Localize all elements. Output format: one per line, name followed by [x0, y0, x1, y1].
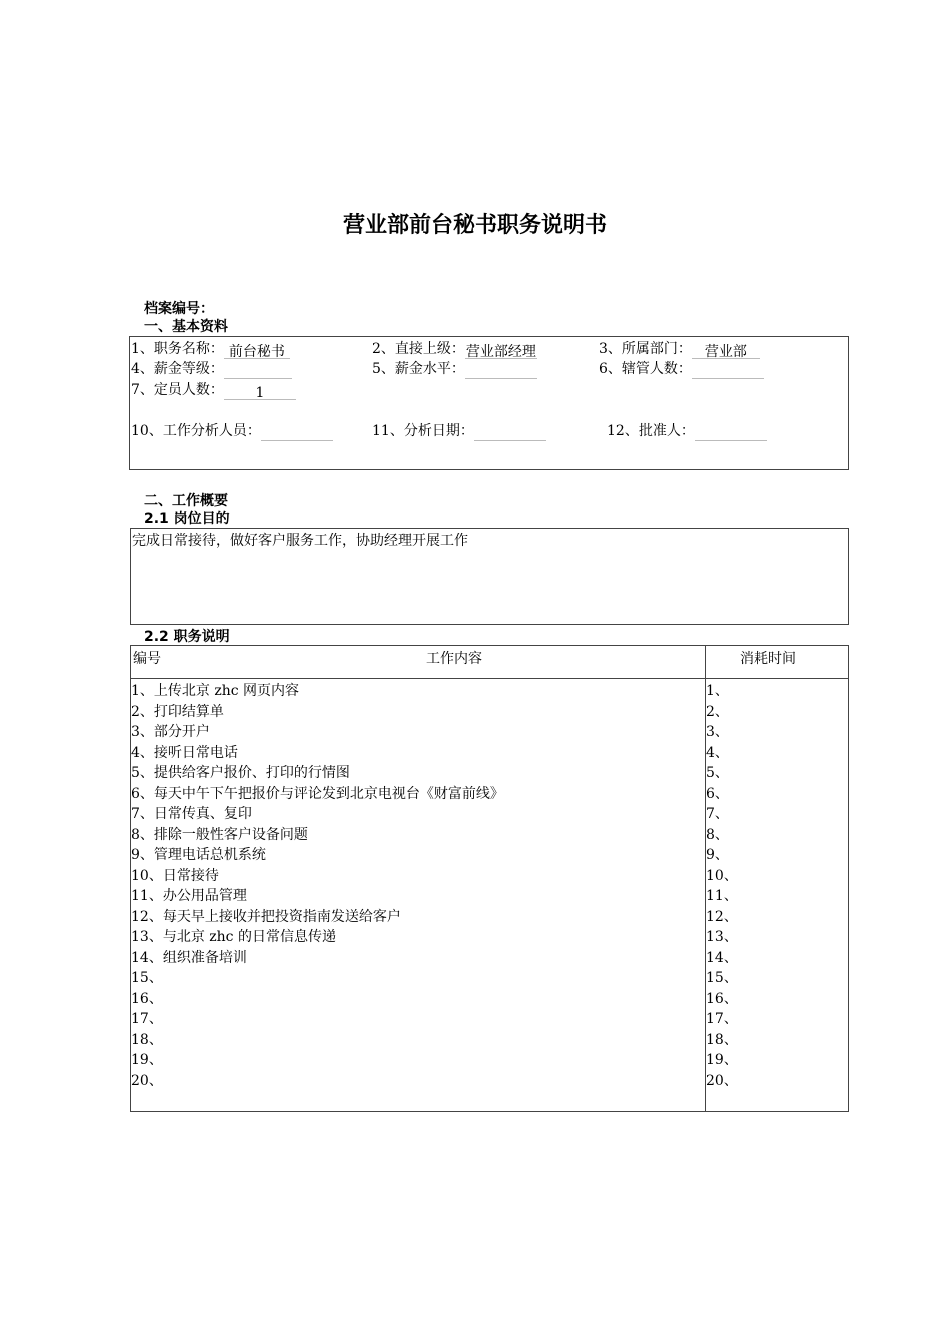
analyst-blank — [261, 424, 333, 441]
table-row-time: 6、 — [706, 785, 729, 802]
analysis-date-field — [372, 421, 546, 441]
salary-grade-label: 4、薪金等级： — [131, 361, 224, 377]
table-row-content: 6、每天中午下午把报价与评论发到北京电视台《财富前线》 — [131, 785, 504, 802]
table-row-content: 4、接听日常电话 — [131, 744, 238, 761]
analyst-field — [131, 421, 333, 441]
table-row-content: 10、日常接待 — [131, 867, 219, 884]
table-row-content: 11、办公用品管理 — [131, 888, 247, 904]
table-row-content: 7、日常传真、复印 — [131, 806, 252, 822]
analyst-label: 10、工作分析人员： — [131, 423, 261, 439]
staff-count-field — [131, 380, 296, 400]
table-row-time: 10、 — [706, 867, 738, 884]
salary-level-label: 5、薪金水平： — [372, 361, 465, 377]
table-row-content: 1、上传北京 zhc 网页内容 — [131, 683, 300, 699]
table-row-content: 19、 — [131, 1052, 163, 1068]
managed-count-field — [599, 359, 764, 379]
section1-heading: 一、基本资料 — [144, 319, 228, 335]
table-row-content: 12、每天早上接收并把投资指南发送给客户 — [131, 908, 401, 925]
table-row-time: 4、 — [706, 744, 729, 761]
table-row-time: 17、 — [706, 1011, 738, 1027]
table-row-time: 19、 — [706, 1052, 738, 1068]
approver-label: 12、批准人： — [607, 423, 695, 439]
table-row-content: 2、打印结算单 — [131, 703, 224, 720]
table-row-time: 8、 — [706, 826, 729, 843]
managed-count-label: 6、辖管人数： — [599, 361, 692, 377]
table-row-content: 20、 — [131, 1072, 163, 1089]
purpose-heading: 2.1 岗位目的 — [144, 511, 230, 527]
table-row-content: 13、与北京 zhc 的日常信息传递 — [131, 929, 336, 945]
staff-count-label: 7、定员人数： — [131, 382, 224, 398]
table-row-time: 5、 — [706, 765, 729, 781]
staff-count-value: 1 — [224, 383, 296, 400]
table-row-content: 15、 — [131, 970, 163, 986]
table-row-content: 9、管理电话总机系统 — [131, 847, 266, 863]
section2-heading: 二、工作概要 — [144, 493, 228, 509]
col-time-header: 消耗时间 — [740, 651, 796, 667]
department-value: 营业部 — [692, 342, 760, 359]
table-row-time: 2、 — [706, 703, 729, 720]
table-row-time: 11、 — [706, 888, 738, 904]
job-name-label: 1、职务名称： — [131, 341, 224, 357]
col-no-header: 编号 — [133, 651, 161, 667]
table-header-divider — [130, 678, 849, 679]
table-row-time: 12、 — [706, 908, 738, 925]
supervisor-field — [372, 339, 537, 359]
supervisor-label: 2、直接上级： — [372, 341, 465, 357]
salary-level-blank — [465, 362, 537, 379]
table-row-time: 18、 — [706, 1031, 738, 1048]
table-row-content: 14、组织准备培训 — [131, 949, 247, 966]
managed-count-blank — [692, 362, 764, 379]
table-row-time: 15、 — [706, 970, 738, 986]
job-name-value: 前台秘书 — [224, 342, 290, 359]
table-row-content: 8、排除一般性客户设备问题 — [131, 826, 308, 843]
table-row-content: 16、 — [131, 990, 163, 1007]
analysis-date-blank — [474, 424, 546, 441]
table-row-content: 17、 — [131, 1011, 163, 1027]
file-number-label: 档案编号： — [144, 301, 214, 317]
table-row-time: 13、 — [706, 929, 738, 945]
salary-grade-blank — [224, 362, 292, 379]
table-row-time: 9、 — [706, 847, 729, 863]
table-row-content: 5、提供给客户报价、打印的行情图 — [131, 765, 350, 781]
analysis-date-label: 11、分析日期： — [372, 423, 474, 439]
department-field — [599, 339, 760, 359]
table-row-time: 3、 — [706, 724, 729, 740]
col-content-header: 工作内容 — [426, 651, 482, 667]
job-name-field — [131, 339, 290, 359]
approver-blank — [695, 424, 767, 441]
table-row-time: 16、 — [706, 990, 738, 1007]
salary-level-field — [372, 359, 537, 379]
table-row-time: 1、 — [706, 683, 729, 699]
table-row-content: 18、 — [131, 1031, 163, 1048]
approver-field — [607, 421, 767, 441]
page-title: 营业部前台秘书职务说明书 — [342, 213, 607, 238]
purpose-text: 完成日常接待，做好客户服务工作，协助经理开展工作 — [132, 533, 468, 549]
table-row-time: 7、 — [706, 806, 729, 822]
table-row-time: 20、 — [706, 1072, 738, 1089]
table-row-time: 14、 — [706, 949, 738, 966]
salary-grade-field — [131, 359, 292, 379]
duties-table — [130, 645, 849, 1112]
duties-heading: 2.2 职务说明 — [144, 629, 230, 645]
table-row-content: 3、部分开户 — [131, 724, 210, 740]
supervisor-value: 营业部经理 — [465, 344, 536, 360]
department-label: 3、所属部门： — [599, 341, 692, 357]
